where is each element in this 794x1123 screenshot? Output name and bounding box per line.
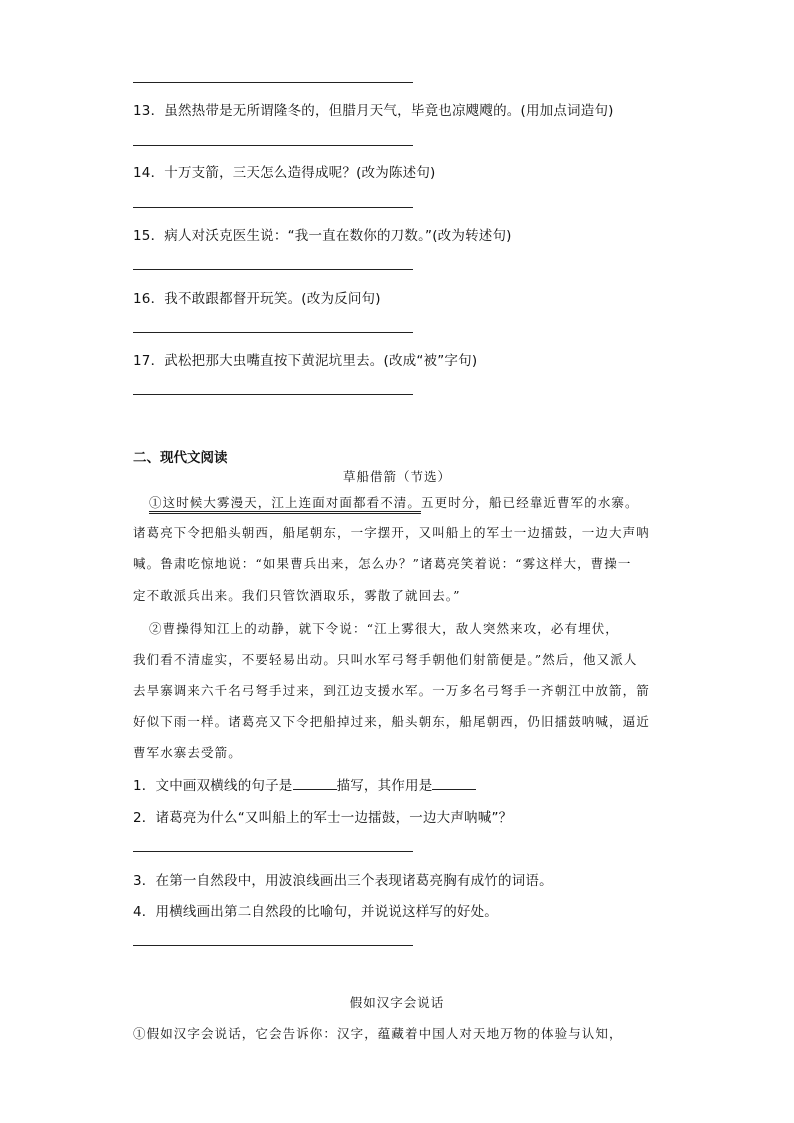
passage-p2-line1: ②曹操得知江上的动静，就下令说：“江上雾很大，敌人突然来攻，必有埋伏，: [149, 621, 619, 636]
q1-part-a: 1．文中画双横线的句子是: [133, 778, 293, 794]
double-underlined-sentence: ①这时候大雾漫天，江上连面对面都看不清。: [149, 495, 421, 514]
q1-part-b: 描写，其作用是: [336, 778, 433, 794]
answer-line-16: [133, 332, 413, 333]
answer-line-15: [133, 269, 413, 270]
reading-question-2: 2．诸葛亮为什么“又叫船上的军士一边擂鼓，一边大声呐喊”？: [133, 810, 513, 826]
p1-line1-rest: 五更时分，船已经靠近曹军的水寨。: [421, 495, 639, 510]
answer-line-12: [133, 82, 413, 83]
answer-line-r4: [133, 945, 413, 946]
answer-line-14: [133, 207, 413, 208]
answer-line-r2: [133, 851, 413, 852]
passage-p2-line5: 曹军水寨去受箭。: [133, 745, 242, 760]
passage-p1-line4: 定不敢派兵出来。我们只管饮酒取乐，雾散了就回去。”: [133, 588, 461, 603]
question-17: 17．武松把那大虫嘴直按下黄泥坑里去。(改成“被”字句): [133, 353, 478, 369]
reading-question-4: 4．用横线画出第二自然段的比喻句，并说说这样写的好处。: [133, 904, 498, 920]
answer-line-13: [133, 145, 413, 146]
reading-question-3: 3．在第一自然段中，用波浪线画出三个表现诸葛亮胸有成竹的词语。: [133, 873, 553, 889]
passage-p1-line2: 诸葛亮下令把船头朝西，船尾朝东，一字摆开，又叫船上的军士一边擂鼓，一边大声呐: [133, 525, 650, 540]
section-heading: 二、现代文阅读: [133, 450, 228, 466]
passage-p1-line3: 喊。鲁肃吃惊地说：“如果曹兵出来，怎么办？”诸葛亮笑着说：“雾这样大，曹操一: [133, 556, 632, 571]
passage2-title: 假如汉字会说话: [349, 995, 445, 1010]
passage-p2-line3: 去旱寨调来六千名弓弩手过来，到江边支援水军。一万多名弓弩手一齐朝江中放箭，箭: [133, 683, 650, 698]
reading-question-1: [133, 774, 476, 794]
question-13: 13．虽然热带是无所谓隆冬的，但腊月天气，毕竟也凉飕飕的。(用加点词造句): [133, 103, 614, 119]
passage-p1-line1: [149, 493, 679, 511]
fill-blank-1[interactable]: [293, 777, 337, 790]
question-14: 14．十万支箭，三天怎么造得成呢？(改为陈述句): [133, 165, 436, 181]
fill-blank-2[interactable]: [432, 777, 476, 790]
passage-p2-line4: 好似下雨一样。诸葛亮又下令把船掉过来，船头朝东，船尾朝西，仍旧擂鼓呐喊，逼近: [133, 714, 650, 729]
passage-title: 草船借箭（节选）: [342, 469, 451, 484]
question-15: 15．病人对沃克医生说：“我一直在数你的刀数。”(改为转述句): [133, 228, 512, 244]
answer-line-17: [133, 394, 413, 395]
passage-p2-line2: 我们看不清虚实，不要轻易出动。只叫水军弓弩手朝他们射箭便是。”然后，他又派人: [133, 652, 638, 667]
passage2-p1-line1: ①假如汉字会说话，它会告诉你：汉字，蕴藏着中国人对天地万物的体验与认知，: [133, 1026, 623, 1041]
question-16: 16．我不敢跟都督开玩笑。(改为反问句): [133, 291, 381, 307]
